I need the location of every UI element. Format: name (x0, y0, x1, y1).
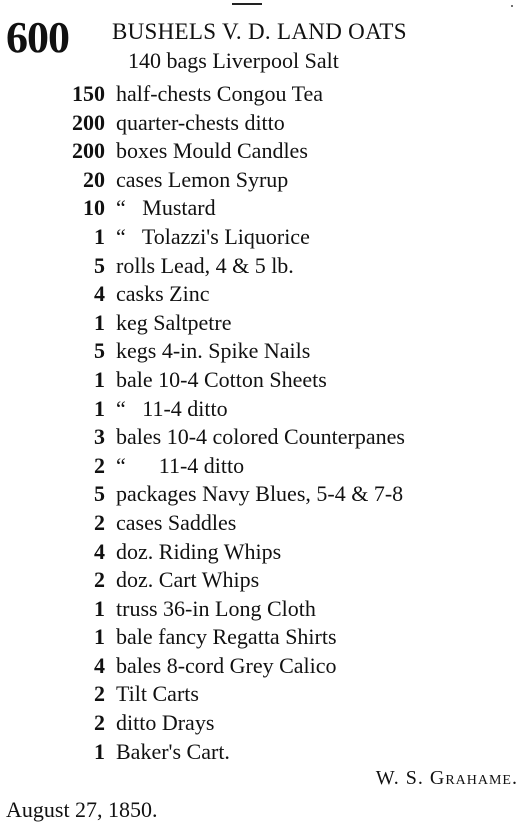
item-quantity: 200 (72, 138, 105, 164)
list-item (0, 680, 524, 709)
item-description: “ 11-4 ditto (116, 452, 245, 478)
item-description: kegs 4-in. Spike Nails (116, 338, 311, 364)
item-quantity: 4 (94, 281, 105, 307)
signature-initials: W. S. (375, 767, 430, 789)
list-item (0, 480, 524, 509)
item-quantity: 3 (94, 424, 105, 450)
list-item (0, 395, 524, 424)
item-quantity: 5 (94, 252, 105, 278)
item-quantity: 150 (72, 81, 105, 106)
list-item (0, 109, 524, 138)
list-item (0, 137, 524, 166)
list-item (0, 452, 524, 481)
list-item (0, 223, 524, 252)
item-quantity: 1 (94, 624, 105, 650)
list-item (0, 337, 524, 366)
signature-surname: Grahame. (429, 767, 518, 789)
item-quantity: 1 (94, 309, 105, 335)
item-quantity: 1 (94, 395, 105, 421)
list-item (0, 194, 524, 223)
lead-quantity: 600 (6, 13, 69, 62)
list-item (0, 280, 524, 309)
item-quantity: 2 (94, 681, 105, 707)
item-description: bale 10-4 Cotton Sheets (116, 366, 327, 392)
list-item (0, 309, 524, 338)
item-quantity: 2 (94, 710, 105, 736)
item-description: “ Tolazzi's Liquorice (116, 223, 310, 249)
item-description: packages Navy Blues, 5-4 & 7-8 (116, 481, 404, 507)
list-item (0, 652, 524, 681)
list-item (0, 566, 524, 595)
list-item (0, 252, 524, 281)
item-description: ditto Drays (116, 710, 215, 736)
list-item (0, 623, 524, 652)
print-speck (511, 5, 513, 7)
item-quantity: 5 (94, 481, 105, 507)
list-item (0, 366, 524, 395)
advertisement-date: August 27, 1850. (6, 797, 158, 822)
item-description: Tilt Carts (116, 681, 199, 707)
item-description: boxes Mould Candles (116, 138, 308, 164)
item-description: doz. Cart Whips (116, 567, 260, 593)
item-description: keg Saltpetre (116, 309, 232, 335)
item-quantity: 1 (94, 738, 105, 764)
goods-list (0, 80, 524, 766)
item-quantity: 4 (94, 652, 105, 678)
signature (376, 764, 518, 792)
item-description: cases Lemon Syrup (116, 166, 289, 192)
list-item (0, 166, 524, 195)
item-description: bale fancy Regatta Shirts (116, 624, 337, 650)
list-item (0, 423, 524, 452)
item-quantity: 1 (94, 223, 105, 249)
list-item (0, 538, 524, 567)
item-quantity: 2 (94, 509, 105, 535)
item-description: half-chests Congou Tea (116, 81, 324, 106)
item-description: bales 10-4 colored Counterpanes (116, 424, 405, 450)
item-description: rolls Lead, 4 & 5 lb. (116, 252, 294, 278)
item-description: doz. Riding Whips (116, 538, 282, 564)
item-quantity: 4 (94, 538, 105, 564)
item-description: quarter-chests ditto (116, 109, 285, 135)
item-quantity: 20 (83, 166, 105, 192)
list-item (0, 738, 524, 767)
top-divider-rule (232, 3, 262, 5)
item-quantity: 2 (94, 567, 105, 593)
item-quantity: 1 (94, 595, 105, 621)
item-quantity: 1 (94, 366, 105, 392)
item-quantity: 5 (94, 338, 105, 364)
item-quantity: 200 (72, 109, 105, 135)
item-description: Baker's Cart. (116, 738, 230, 764)
lead-description: BUSHELS V. D. LAND OATS (112, 19, 407, 44)
item-description: “ Mustard (116, 195, 216, 221)
second-line: 140 bags Liverpool Salt (128, 48, 339, 73)
item-description: casks Zinc (116, 281, 210, 307)
list-item (0, 80, 524, 109)
list-item (0, 709, 524, 738)
item-quantity: 2 (94, 452, 105, 478)
list-item (0, 509, 524, 538)
list-item (0, 595, 524, 624)
item-description: cases Saddles (116, 509, 237, 535)
item-description: bales 8-cord Grey Calico (116, 652, 337, 678)
item-description: truss 36-in Long Cloth (116, 595, 316, 621)
item-quantity: 10 (83, 195, 105, 221)
item-description: “ 11-4 ditto (116, 395, 228, 421)
